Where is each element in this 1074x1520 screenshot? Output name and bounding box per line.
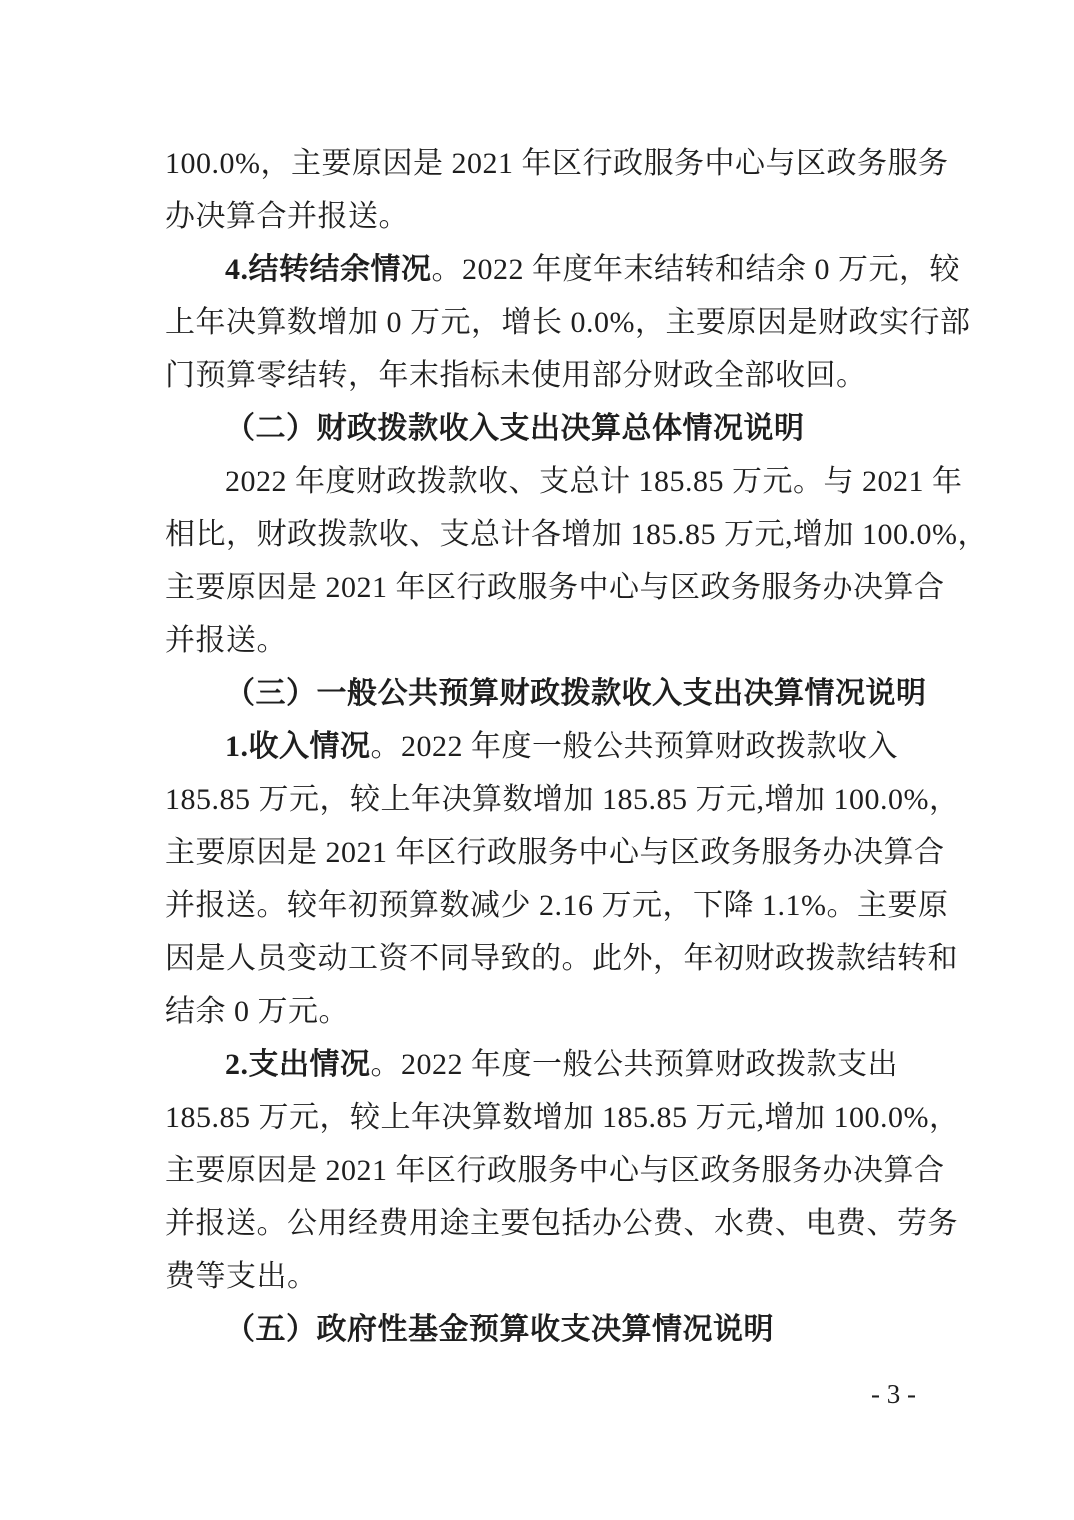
body-run: 费等支出。 — [165, 1260, 318, 1293]
bold-run: 1.收入情况 — [225, 730, 371, 763]
body-run: 主要原因是 2021 年区行政服务中心与区政务服务办决算合 — [165, 1154, 945, 1187]
text-line — [165, 243, 960, 296]
body-run: 上年决算数增加 0 万元，增长 0.0%，主要原因是财政实行部 — [165, 306, 971, 339]
text-line — [165, 296, 971, 349]
body-run: 2022 年度财政拨款收、支总计 185.85 万元。与 2021 年 — [225, 465, 963, 498]
body-run: 100.0%，主要原因是 2021 年区行政服务中心与区政务服务 — [165, 147, 949, 180]
body-run: 主要原因是 2021 年区行政服务中心与区政务服务办决算合 — [165, 571, 945, 604]
text-line — [165, 508, 988, 561]
section-heading-line — [165, 402, 911, 455]
text-block — [165, 137, 988, 1356]
body-run: 185.85 万元，较上年决算数增加 185.85 万元,增加 100.0%， — [165, 1101, 960, 1134]
text-line — [165, 985, 911, 1038]
text-line — [165, 879, 949, 932]
text-line — [165, 561, 945, 614]
text-line — [165, 826, 945, 879]
text-line — [165, 614, 911, 667]
text-line — [165, 720, 911, 773]
text-line — [165, 1250, 911, 1303]
section-heading-line — [165, 667, 927, 720]
body-run: 。2022 年度一般公共预算财政拨款支出 — [370, 1048, 898, 1081]
text-line — [165, 1091, 960, 1144]
bold-run: 2.支出情况 — [225, 1048, 371, 1081]
bold-run: （二）财政拨款收入支出决算总体情况说明 — [225, 412, 805, 445]
body-run: 因是人员变动工资不同导致的。此外，年初财政拨款结转和 — [165, 942, 958, 975]
body-run: 并报送。公用经费用途主要包括办公费、水费、电费、劳务 — [165, 1207, 958, 1240]
text-line — [165, 773, 960, 826]
text-line — [165, 349, 911, 402]
text-line — [165, 932, 958, 985]
text-line — [165, 137, 949, 190]
page-number: - 3 - — [871, 1379, 916, 1409]
body-run: 结余 0 万元。 — [165, 995, 349, 1028]
body-run: 并报送。 — [165, 624, 287, 657]
bold-run: 4.结转结余情况 — [225, 253, 432, 286]
body-run: 。2022 年度一般公共预算财政拨款收入 — [370, 730, 898, 763]
bold-run: （三）一般公共预算财政拨款收入支出决算情况说明 — [225, 677, 927, 710]
section-heading-line — [165, 1303, 911, 1356]
text-line — [165, 1038, 911, 1091]
body-run: 主要原因是 2021 年区行政服务中心与区政务服务办决算合 — [165, 836, 945, 869]
text-line — [165, 455, 963, 508]
body-run: 相比，财政拨款收、支总计各增加 185.85 万元,增加 100.0%， — [165, 518, 988, 551]
body-run: 门预算零结转，年末指标未使用部分财政全部收回。 — [165, 359, 867, 392]
body-run: 185.85 万元，较上年决算数增加 185.85 万元,增加 100.0%， — [165, 783, 960, 816]
text-line — [165, 1197, 958, 1250]
body-run: 办决算合并报送。 — [165, 200, 409, 233]
body-run: 并报送。较年初预算数减少 2.16 万元，下降 1.1%。主要原 — [165, 889, 949, 922]
body-run: 。2022 年度年末结转和结余 0 万元，较 — [431, 253, 960, 286]
text-line — [165, 190, 911, 243]
bold-run: （五）政府性基金预算收支决算情况说明 — [225, 1313, 774, 1346]
text-line — [165, 1144, 945, 1197]
